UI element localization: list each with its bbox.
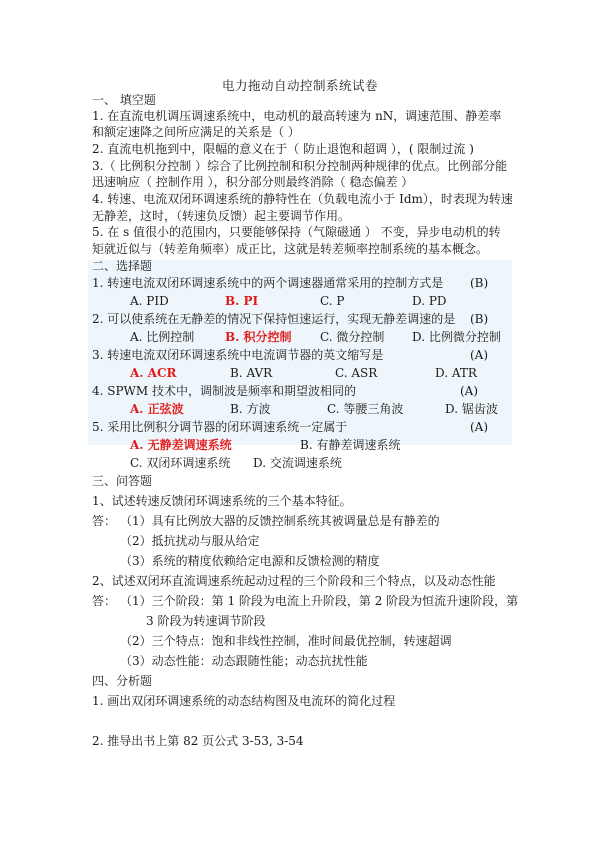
choice-option: A. 比例控制: [130, 330, 195, 344]
fill-blank-line: 和额定速降之间所应满足的关系是（ ）: [92, 125, 300, 139]
section-heading-analysis: 四、分析题: [92, 674, 153, 688]
fill-blank-line: 矩就近似与（转差角频率）成正比，这就是转差频率控制系统的基本概念。: [92, 242, 489, 256]
choice-option-correct: A. 正弦波: [130, 402, 184, 416]
qa-answer-line: 3 阶段为转速调节阶段: [146, 614, 266, 628]
choice-option-correct: B. 积分控制: [225, 330, 292, 344]
qa-answer-line: （1）三个阶段：第 1 阶段为电流上升阶段，第 2 阶段为恒流升速阶段，第: [120, 594, 519, 608]
choice-question-stem: 2. 可以使系统在无静差的情况下保持恒速运行，实现无静差调速的是: [92, 312, 456, 326]
choice-option: D. 比例微分控制: [412, 330, 501, 344]
analysis-question: 1. 画出双闭环调速系统的动态结构图及电流环的简化过程: [92, 694, 396, 708]
qa-answer-label: 答：: [92, 594, 117, 608]
choice-option-correct: A. ACR: [130, 366, 177, 380]
choice-question-stem: 4. SPWM 技术中，调制波是频率和期望波相同的: [92, 384, 356, 398]
fill-blank-line: 2. 直流电机拖到中，限幅的意义在于（ 防止退饱和超调 ），( 限制过流 ): [92, 142, 474, 156]
qa-answer-line: （2）三个特点：饱和非线性控制，准时间最优控制，转速超调: [120, 634, 452, 648]
qa-answer-line: （3）系统的精度依赖给定电源和反馈检测的精度: [120, 554, 380, 568]
choice-option: B. AVR: [230, 366, 273, 380]
fill-blank-line: 4. 转速、电流双闭环调速系统的静特性在（负载电流小于 Idm），时表现为转速: [92, 192, 513, 206]
qa-answer-line: （2）抵抗扰动与服从给定: [120, 534, 260, 548]
qa-question: 2、试述双闭环直流调速系统起动过程的三个阶段和三个特点，以及动态性能: [92, 574, 496, 588]
qa-answer-line: （3）动态性能：动态跟随性能；动态抗扰性能: [120, 654, 368, 668]
fill-blank-line: 5. 在 s 值很小的范围内，只要能够保持（气隙磁通 ） 不变，异步电动机的转: [92, 225, 501, 239]
choice-option: C. 微分控制: [320, 330, 385, 344]
choice-answer: (A): [470, 420, 489, 434]
choice-option: D. 锯齿波: [445, 402, 498, 416]
choice-answer: (A): [470, 348, 489, 362]
choice-option: B. 有静差调速系统: [300, 438, 401, 452]
choice-option-correct: A. 无静差调速系统: [130, 438, 232, 452]
choice-option: D. 交流调速系统: [253, 456, 342, 470]
choice-option: D. ATR: [435, 366, 477, 380]
choice-option: C. ASR: [335, 366, 378, 380]
choice-answer: (B): [470, 276, 489, 290]
fill-blank-line: 3.（ 比例积分控制 ）综合了比例控制和积分控制两种规律的优点。比例部分能: [92, 159, 508, 173]
choice-option: C. 双闭环调速系统: [130, 456, 231, 470]
fill-blank-line: 迅速响应（ 控制作用 ），积分部分则最终消除（ 稳态偏差 ）: [92, 175, 414, 189]
section-heading-choice: 二、选择题: [92, 259, 153, 273]
exam-title: 电力拖动自动控制系统试卷: [221, 78, 378, 93]
analysis-question: 2. 推导出书上第 82 页公式 3-53, 3-54: [92, 734, 304, 748]
choice-answer: (A): [460, 384, 479, 398]
choice-question-stem: 1. 转速电流双闭环调速系统中的两个调速器通常采用的控制方式是: [92, 276, 444, 290]
choice-option: D. PD: [412, 294, 447, 308]
choice-answer: (B): [470, 312, 489, 326]
choice-question-stem: 5. 采用比例积分调节器的闭环调速系统一定属于: [92, 420, 348, 434]
fill-blank-line: 1. 在直流电机调压调速系统中，电动机的最高转速为 nN，调速范围、静差率: [92, 109, 502, 123]
choice-option: B. 方波: [230, 402, 271, 416]
fill-blank-line: 无静差，这时，（转速负反馈）起主要调节作用。: [92, 209, 351, 223]
choice-option: C. P: [320, 294, 345, 308]
qa-answer-label: 答：: [92, 514, 117, 528]
qa-answer-line: （1）具有比例放大器的反馈控制系统其被调量总是有静差的: [120, 514, 440, 528]
choice-question-stem: 3. 转速电流双闭环调速系统中电流调节器的英文缩写是: [92, 348, 384, 362]
section-heading-qa: 三、问答题: [92, 474, 153, 488]
section-heading-fill-blank: 一、 填空题: [92, 93, 156, 107]
choice-option: A. PID: [130, 294, 169, 308]
choice-option: C. 等腰三角波: [327, 402, 404, 416]
choice-option-correct: B. PI: [225, 294, 259, 308]
qa-question: 1、试述转速反馈闭环调速系统的三个基本特征。: [92, 494, 352, 508]
